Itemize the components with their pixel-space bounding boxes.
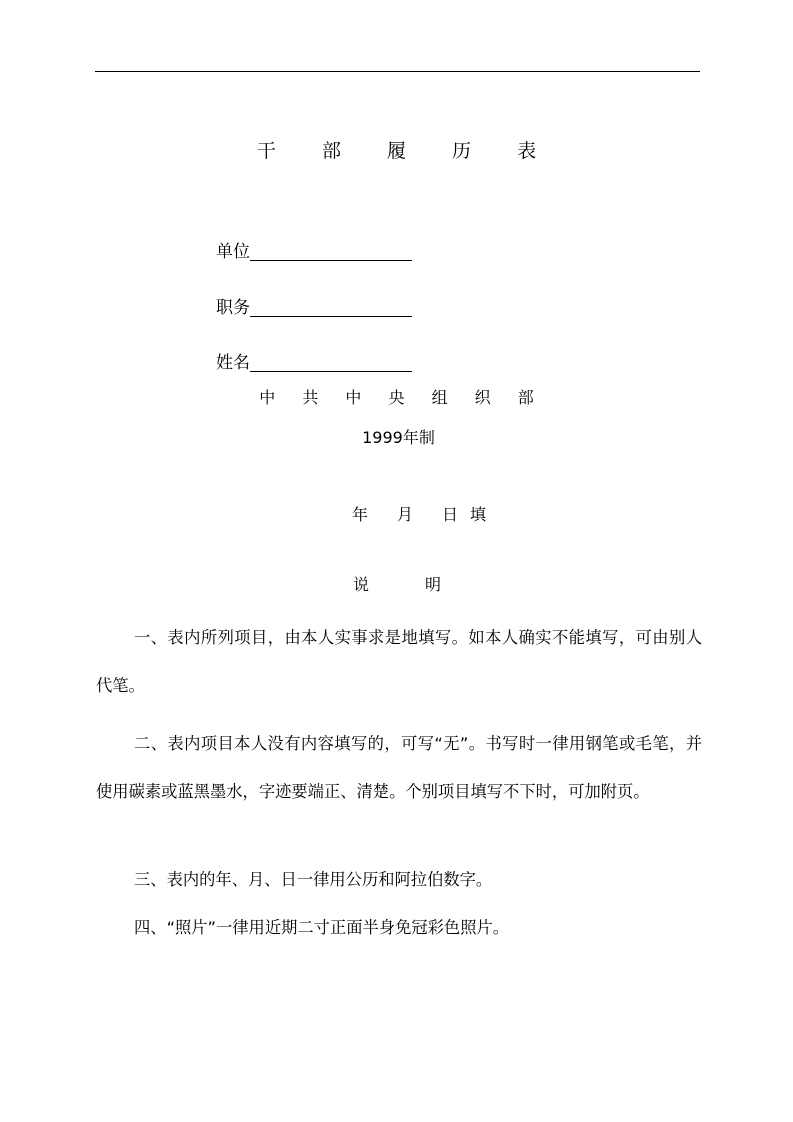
document-title: 干 部 履 历 表	[256, 140, 557, 162]
unit-field	[216, 240, 412, 262]
position-input-line[interactable]	[250, 316, 412, 317]
name-input-line[interactable]	[250, 371, 412, 372]
note-item-4: 四、“照片”一律用近期二寸正面半身免冠彩色照片。	[134, 918, 510, 937]
date-year-label: 年	[352, 505, 369, 524]
position-field	[216, 296, 412, 318]
unit-input-line[interactable]	[250, 260, 412, 261]
note-item-1: 一、表内所列项目，由本人实事求是地填写。如本人确实不能填写，可由别人代笔。	[96, 628, 702, 695]
unit-label: 单位	[216, 242, 250, 262]
notes-heading-first: 说	[353, 575, 370, 594]
date-month-label: 月	[397, 505, 414, 524]
date-day-label: 日	[442, 505, 459, 524]
note-item-3: 三、表内的年、月、日一律用公历和阿拉伯数字。	[134, 870, 493, 889]
notes-heading-second: 明	[425, 575, 442, 594]
name-field	[216, 351, 412, 373]
edition-year: 1999年制	[362, 428, 435, 447]
name-label: 姓名	[216, 353, 250, 373]
position-label: 职务	[216, 298, 250, 318]
header-rule	[95, 71, 700, 72]
issuer: 中 共 中 央 组 织 部	[259, 388, 545, 407]
date-fill-label: 填	[470, 505, 487, 524]
note-item-2: 二、表内项目本人没有内容填写的，可写“无”。书写时一律用钢笔或毛笔，并使用碳素或蓝黑墨水，字迹要端正、清楚。个别项目填写不下时，可加附页。	[96, 734, 702, 801]
